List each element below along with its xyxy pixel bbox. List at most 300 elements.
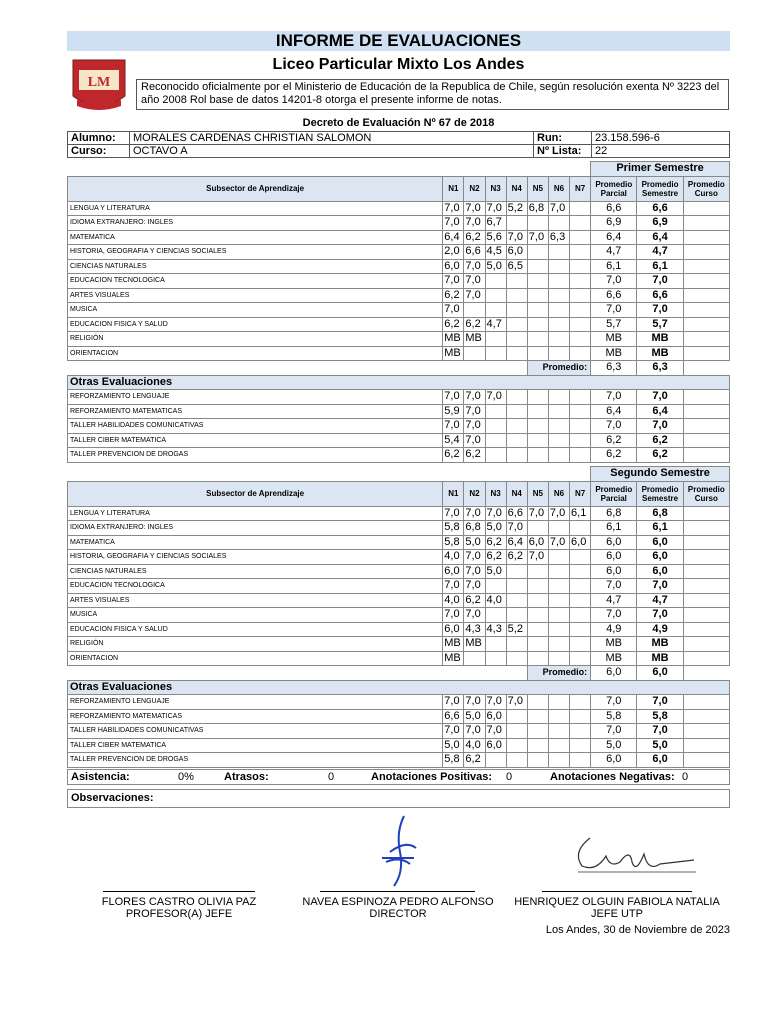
grade-cell: 7,0 (485, 695, 506, 710)
table-row (68, 419, 730, 434)
grade-cell: 7,0 (443, 216, 464, 231)
promedio-label: Promedio: (527, 361, 590, 376)
grade-cell (570, 651, 591, 666)
grade-cell (570, 404, 591, 419)
partial-average: 6,1 (591, 521, 637, 536)
grade-header: N5 (527, 176, 548, 201)
course-average (683, 346, 729, 361)
grade-cell: 4,3 (464, 622, 485, 637)
grade-cell: MB (443, 332, 464, 347)
table-row (68, 303, 730, 318)
lista-value: 22 (592, 145, 730, 158)
grade-cell (485, 579, 506, 594)
course-average (683, 724, 729, 739)
grade-cell (527, 346, 548, 361)
grade-cell: 6,0 (443, 564, 464, 579)
partial-average: 7,0 (591, 390, 637, 405)
grade-cell: 7,0 (548, 535, 569, 550)
course-average (683, 521, 729, 536)
table-row (68, 245, 730, 260)
grade-cell (570, 230, 591, 245)
subject-name: MUSICA (68, 303, 443, 318)
subject-name: TALLER HABILIDADES COMUNICATIVAS (68, 724, 443, 739)
course-average (683, 753, 729, 768)
table-row (68, 753, 730, 768)
table-row (68, 259, 730, 274)
grade-cell: 7,0 (464, 216, 485, 231)
grade-cell (485, 346, 506, 361)
grade-cell: 6,3 (548, 230, 569, 245)
grade-cell: 7,0 (485, 724, 506, 739)
grade-cell (548, 419, 569, 434)
partial-average: 7,0 (591, 695, 637, 710)
grade-cell (570, 608, 591, 623)
subject-name: ARTES VISUALES (68, 593, 443, 608)
grade-cell: 6,2 (464, 448, 485, 463)
otras-title: Otras Evaluaciones (68, 680, 730, 695)
table-row (68, 390, 730, 405)
table-row (68, 564, 730, 579)
course-average (683, 608, 729, 623)
grade-cell (548, 521, 569, 536)
grade-cell (506, 738, 527, 753)
subject-name: RELIGIÓN (68, 332, 443, 347)
grade-cell: 6,2 (443, 448, 464, 463)
subject-name: HISTORIA, GEOGRAFIA Y CIENCIAS SOCIALES (68, 550, 443, 565)
grade-cell: 7,0 (443, 419, 464, 434)
utp-signature (570, 832, 700, 877)
grade-cell (527, 303, 548, 318)
grade-cell: 7,0 (527, 506, 548, 521)
subject-name: REFORZAMIENTO MATEMATICAS (68, 709, 443, 724)
grade-cell: 6,0 (570, 535, 591, 550)
subject-name: TALLER PREVENCION DE DROGAS (68, 448, 443, 463)
subject-name: TALLER CIBER MATEMATICA (68, 433, 443, 448)
grade-cell (485, 288, 506, 303)
partial-average: 6,4 (591, 230, 637, 245)
semester-average: 6,0 (637, 550, 683, 565)
asistencia-label: Asistencia: (71, 771, 130, 783)
grade-cell: 4,7 (485, 317, 506, 332)
grade-cell (570, 564, 591, 579)
attendance-stats (67, 769, 730, 785)
subject-name: CIENCIAS NATURALES (68, 259, 443, 274)
course-avg-header: Promedio Curso (683, 481, 729, 506)
course-average (683, 535, 729, 550)
grade-cell: 6,8 (464, 521, 485, 536)
grade-cell (485, 332, 506, 347)
table-row (68, 346, 730, 361)
course-average (683, 637, 729, 652)
grade-cell (548, 637, 569, 652)
table-row (68, 695, 730, 710)
semester-avg-header: Promedio Semestre (637, 176, 683, 201)
grade-cell: 7,0 (464, 274, 485, 289)
grade-cell (527, 448, 548, 463)
alumno-label: Alumno: (68, 132, 130, 145)
semester-average: 7,0 (637, 303, 683, 318)
grade-cell: 6,0 (527, 535, 548, 550)
grade-cell (548, 303, 569, 318)
course-average (683, 419, 729, 434)
grade-cell (506, 433, 527, 448)
course-average (683, 259, 729, 274)
run-value: 23.158.596-6 (592, 132, 730, 145)
grade-cell (506, 608, 527, 623)
grade-cell (548, 288, 569, 303)
grade-header: N5 (527, 481, 548, 506)
grade-cell (570, 738, 591, 753)
grade-cell (548, 753, 569, 768)
grade-cell (506, 637, 527, 652)
spacer (683, 666, 729, 681)
grade-cell (485, 419, 506, 434)
partial-average: 4,7 (591, 593, 637, 608)
grade-cell: MB (464, 637, 485, 652)
partial-average: 5,0 (591, 738, 637, 753)
grade-cell (548, 448, 569, 463)
grade-cell: 7,0 (464, 550, 485, 565)
semester-average: 6,2 (637, 448, 683, 463)
partial-average: 6,6 (591, 288, 637, 303)
grade-cell (485, 303, 506, 318)
grade-cell: 6,2 (443, 317, 464, 332)
grade-cell (527, 332, 548, 347)
course-average (683, 695, 729, 710)
subject-name: MATEMATICA (68, 230, 443, 245)
curso-label: Curso: (68, 145, 130, 158)
semester-average: 7,0 (637, 390, 683, 405)
grade-cell: 7,0 (443, 390, 464, 405)
grade-cell: 7,0 (443, 303, 464, 318)
signature-role: PROFESOR(A) JEFE (125, 908, 233, 920)
grade-cell: 6,2 (485, 535, 506, 550)
grade-cell: 7,0 (485, 506, 506, 521)
grade-cell (506, 579, 527, 594)
signature-role: DIRECTOR (369, 908, 427, 920)
observaciones (67, 789, 730, 808)
grade-cell (570, 709, 591, 724)
course-average (683, 201, 729, 216)
semester-average: 6,6 (637, 201, 683, 216)
grade-cell: 5,4 (443, 433, 464, 448)
grade-cell (485, 637, 506, 652)
table-row (68, 201, 730, 216)
grade-cell: MB (464, 332, 485, 347)
semester-average: MB (637, 651, 683, 666)
grade-cell (485, 753, 506, 768)
table-row (68, 550, 730, 565)
grade-cell (548, 564, 569, 579)
grade-cell (570, 724, 591, 739)
alumno-value: MORALES CARDENAS CHRISTIAN SALOMON (130, 132, 534, 145)
course-average (683, 288, 729, 303)
subject-name: HISTORIA, GEOGRAFIA Y CIENCIAS SOCIALES (68, 245, 443, 260)
grade-cell (506, 753, 527, 768)
partial-average: 6,0 (591, 564, 637, 579)
grade-cell (527, 753, 548, 768)
semester-table (67, 161, 730, 463)
grade-cell (464, 651, 485, 666)
grade-cell (548, 332, 569, 347)
spacer (68, 467, 591, 482)
course-average (683, 433, 729, 448)
semester-average: 4,7 (637, 593, 683, 608)
grade-cell: 4,3 (485, 622, 506, 637)
table-row (68, 738, 730, 753)
semester-average: 6,4 (637, 404, 683, 419)
grade-cell (527, 579, 548, 594)
table-row (68, 230, 730, 245)
grade-cell (570, 259, 591, 274)
grade-cell: 7,0 (464, 390, 485, 405)
semester-average: 6,0 (637, 535, 683, 550)
signature-1 (86, 896, 272, 920)
curso-value: OCTAVO A (130, 145, 534, 158)
grade-cell (506, 274, 527, 289)
subject-name: TALLER PREVENCION DE DROGAS (68, 753, 443, 768)
promedio-semester: 6,0 (637, 666, 683, 681)
grade-cell: 6,1 (570, 506, 591, 521)
grade-cell (464, 303, 485, 318)
grade-cell (485, 433, 506, 448)
grade-cell: 7,0 (485, 390, 506, 405)
grade-cell (570, 332, 591, 347)
grade-cell (527, 564, 548, 579)
grade-cell: 6,0 (485, 709, 506, 724)
grade-cell: 7,0 (443, 695, 464, 710)
partial-header: Promedio Parcial (591, 481, 637, 506)
subject-name: REFORZAMIENTO LENGUAJE (68, 390, 443, 405)
spacer (683, 361, 729, 376)
course-average (683, 709, 729, 724)
subject-name: TALLER HABILIDADES COMUNICATIVAS (68, 419, 443, 434)
grade-cell (548, 608, 569, 623)
grade-cell: 6,2 (464, 753, 485, 768)
grade-cell (485, 404, 506, 419)
grade-cell (548, 390, 569, 405)
grade-cell (527, 637, 548, 652)
grade-cell: 7,0 (464, 608, 485, 623)
promedio-partial: 6,3 (591, 361, 637, 376)
subject-name: RELIGIÓN (68, 637, 443, 652)
semester-average: MB (637, 346, 683, 361)
subject-name: ORIENTACION (68, 346, 443, 361)
grade-cell: 6,2 (485, 550, 506, 565)
grade-header: N7 (570, 481, 591, 506)
partial-average: 6,0 (591, 550, 637, 565)
grade-cell: 5,8 (443, 521, 464, 536)
partial-average: MB (591, 651, 637, 666)
grade-cell: 6,0 (506, 245, 527, 260)
partial-average: 7,0 (591, 303, 637, 318)
grade-cell (506, 564, 527, 579)
subject-name: REFORZAMIENTO MATEMATICAS (68, 404, 443, 419)
grade-header: N4 (506, 481, 527, 506)
grade-cell: 7,0 (506, 230, 527, 245)
grade-cell: 6,4 (506, 535, 527, 550)
course-average (683, 738, 729, 753)
semester-average: 6,8 (637, 506, 683, 521)
observaciones-label: Observaciones: (71, 792, 154, 804)
semester-average: 6,2 (637, 433, 683, 448)
signature-name: NAVEA ESPINOZA PEDRO ALFONSO (302, 896, 494, 908)
partial-average: 6,1 (591, 259, 637, 274)
grade-header: N1 (443, 481, 464, 506)
table-row (68, 724, 730, 739)
subject-name: TALLER CIBER MATEMATICA (68, 738, 443, 753)
asistencia-value: 0% (178, 771, 194, 783)
grade-cell (506, 317, 527, 332)
grade-cell: MB (443, 651, 464, 666)
report-title: INFORME DE EVALUACIONES (67, 31, 730, 51)
table-row (68, 651, 730, 666)
partial-average: 6,6 (591, 201, 637, 216)
spacer (68, 666, 528, 681)
grade-cell (527, 651, 548, 666)
grade-cell (527, 419, 548, 434)
grade-header: N1 (443, 176, 464, 201)
table-row (68, 579, 730, 594)
signature-name: FLORES CASTRO OLIVIA PAZ (101, 896, 257, 908)
grade-cell (527, 521, 548, 536)
grade-cell (527, 390, 548, 405)
partial-average: 6,2 (591, 433, 637, 448)
table-row (68, 521, 730, 536)
partial-average: 6,8 (591, 506, 637, 521)
grade-cell: 5,8 (443, 535, 464, 550)
grade-cell: 7,0 (464, 564, 485, 579)
semester-average: 5,0 (637, 738, 683, 753)
grade-cell: 6,0 (443, 622, 464, 637)
course-average (683, 564, 729, 579)
grade-cell: 7,0 (443, 579, 464, 594)
grade-header: N3 (485, 481, 506, 506)
grade-cell: 6,6 (443, 709, 464, 724)
grade-cell (570, 753, 591, 768)
table-row (68, 506, 730, 521)
subject-name: CIENCIAS NATURALES (68, 564, 443, 579)
grade-cell (548, 724, 569, 739)
grade-cell (506, 724, 527, 739)
subject-header: Subsector de Aprendizaje (68, 481, 443, 506)
grade-cell: 6,2 (464, 230, 485, 245)
grade-cell (570, 593, 591, 608)
lista-label: Nº Lista: (534, 145, 592, 158)
grade-cell (548, 346, 569, 361)
subject-name: EDUCACION TECNOLOGICA (68, 579, 443, 594)
semester-average: MB (637, 637, 683, 652)
atrasos-label: Atrasos: (224, 771, 269, 783)
semester-average: 7,0 (637, 274, 683, 289)
table-row (68, 535, 730, 550)
grade-header: N3 (485, 176, 506, 201)
grade-cell: 6,2 (464, 593, 485, 608)
issue-date: Los Andes, 30 de Noviembre de 2023 (545, 924, 730, 936)
course-average (683, 622, 729, 637)
grade-cell (506, 332, 527, 347)
grade-cell (548, 738, 569, 753)
subject-name: LENGUA Y LITERATURA (68, 506, 443, 521)
grade-cell: 7,0 (464, 419, 485, 434)
table-row (68, 288, 730, 303)
subject-name: EDUCACION TECNOLOGICA (68, 274, 443, 289)
grade-cell: 7,0 (464, 259, 485, 274)
course-average (683, 550, 729, 565)
table-row (68, 637, 730, 652)
grade-cell (570, 695, 591, 710)
subject-name: EDUCACION FISICA Y SALUD (68, 622, 443, 637)
grade-cell: 6,0 (485, 738, 506, 753)
grade-cell (527, 259, 548, 274)
signature-name: HENRIQUEZ OLGUIN FABIOLA NATALIA (514, 896, 720, 908)
table-row (68, 448, 730, 463)
partial-average: MB (591, 332, 637, 347)
semester-average: 6,0 (637, 753, 683, 768)
subject-name: ORIENTACION (68, 651, 443, 666)
grade-cell (464, 346, 485, 361)
grade-cell (548, 651, 569, 666)
semester-average: 7,0 (637, 608, 683, 623)
semester-average: 6,1 (637, 521, 683, 536)
grade-cell (506, 448, 527, 463)
subject-name: MUSICA (68, 608, 443, 623)
grade-cell (570, 288, 591, 303)
spacer (68, 361, 528, 376)
course-average (683, 274, 729, 289)
positivas-value: 0 (506, 771, 513, 783)
partial-average: MB (591, 346, 637, 361)
course-average (683, 216, 729, 231)
grade-cell (548, 622, 569, 637)
grade-cell (527, 724, 548, 739)
positivas-label: Anotaciones Positivas: (371, 771, 493, 783)
grade-cell (570, 433, 591, 448)
grade-header: N2 (464, 176, 485, 201)
grade-cell (506, 390, 527, 405)
director-signature (376, 812, 426, 892)
semester-average: 5,8 (637, 709, 683, 724)
grade-cell: 4,0 (443, 550, 464, 565)
grade-cell: 7,0 (443, 274, 464, 289)
partial-average: 6,2 (591, 448, 637, 463)
course-average (683, 579, 729, 594)
grade-cell: 5,0 (464, 535, 485, 550)
grade-cell (570, 550, 591, 565)
grade-cell: 5,2 (506, 622, 527, 637)
grade-cell: 7,0 (443, 201, 464, 216)
grade-cell (527, 317, 548, 332)
grade-cell: 5,0 (485, 564, 506, 579)
grade-cell (506, 593, 527, 608)
grade-cell: 7,0 (548, 201, 569, 216)
partial-average: 7,0 (591, 419, 637, 434)
grade-cell: 5,9 (443, 404, 464, 419)
grade-cell: 7,0 (464, 506, 485, 521)
svg-text:LM: LM (87, 75, 111, 90)
grade-cell: 6,4 (443, 230, 464, 245)
grade-cell: 7,0 (443, 608, 464, 623)
student-info (67, 131, 730, 158)
subject-name: IDIOMA EXTRANJERO: INGLES (68, 521, 443, 536)
table-row (68, 404, 730, 419)
grade-cell (570, 622, 591, 637)
subject-name: EDUCACION FISICA Y SALUD (68, 317, 443, 332)
semester-average: 6,6 (637, 288, 683, 303)
promedio-semester: 6,3 (637, 361, 683, 376)
course-average (683, 230, 729, 245)
semester-average: 7,0 (637, 695, 683, 710)
